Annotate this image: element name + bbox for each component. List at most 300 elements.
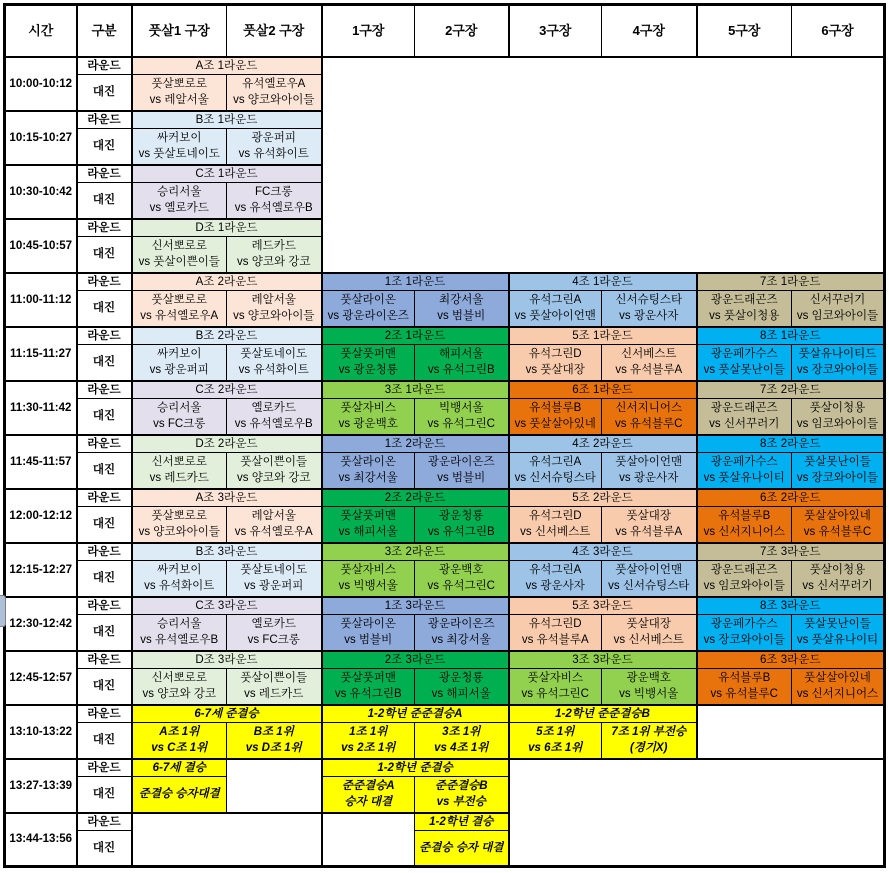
round-title: 1-2학년 결승: [415, 813, 509, 831]
match-line: vs 4조 1위: [434, 742, 489, 755]
match-cell: [132, 399, 227, 435]
round-row: [5, 489, 885, 507]
match-line: 광운청룡: [439, 672, 484, 685]
match-cell: [322, 453, 415, 489]
match-row: [5, 399, 885, 435]
match-line: vs 신서지니어스: [703, 526, 785, 539]
match-cell: [415, 399, 509, 435]
match-line: 레알서울: [251, 510, 296, 523]
round-title: B조 2라운드: [132, 327, 322, 345]
match-line: vs 유석옐로우A: [140, 310, 219, 323]
match-cell: [227, 507, 322, 543]
match-cell: [322, 399, 415, 435]
match-cell: [602, 561, 697, 597]
match-cell: [415, 291, 509, 327]
round-title: 5조 1라운드: [509, 327, 697, 345]
match-cell: [322, 723, 415, 759]
match-cell: [697, 561, 792, 597]
match-cell: [322, 777, 415, 813]
row-type-round-label: 라운드: [77, 597, 132, 615]
match-row: [5, 345, 885, 381]
match-cell: [415, 777, 509, 813]
row-type-match-label: 대진: [77, 237, 132, 273]
match-line: 광운드래곤즈: [710, 402, 778, 415]
match-cell: [697, 669, 792, 705]
row-type-round-label: 라운드: [77, 651, 132, 669]
match-line: 신서뽀로로: [151, 240, 208, 253]
round-row: [5, 597, 885, 615]
match-line: 광운페가수스: [710, 456, 778, 469]
match-cell: [132, 669, 227, 705]
match-cell: [227, 291, 322, 327]
match-cell: [132, 237, 227, 273]
match-line: 유석그린D: [528, 348, 582, 361]
match-line: vs 신서지니어스: [796, 688, 879, 701]
row-type-match-label: 대진: [77, 669, 132, 705]
match-cell: [602, 669, 697, 705]
match-line: vs 신서꾸러기: [709, 418, 780, 431]
match-cell: [602, 507, 697, 543]
match-line: vs 풋살이쁜이들: [138, 256, 220, 269]
round-title: B조 1라운드: [132, 111, 322, 129]
match-line: 준결승 승자대결: [138, 788, 220, 801]
match-cell: [227, 561, 322, 597]
match-line: 풋살뽀로로: [151, 294, 208, 307]
match-row: [5, 615, 885, 651]
match-line: vs 장코와아이들: [796, 364, 879, 377]
round-row: [5, 273, 885, 291]
match-line: vs 유석화이트: [238, 148, 309, 161]
match-line: 옐로카드: [251, 618, 296, 631]
time-cell: 11:15-11:27: [5, 327, 77, 381]
match-line: 신서지니어스: [615, 402, 683, 415]
match-cell: [132, 183, 227, 219]
round-title: 7조 1라운드: [697, 273, 885, 291]
match-line: 준준결승B: [434, 780, 488, 793]
match-line: vs 6조 1위: [528, 742, 583, 755]
header-cell: 시간: [5, 5, 77, 57]
round-title: 1-2학년 준준결승A: [322, 705, 509, 723]
match-cell: [132, 615, 227, 651]
match-row: [5, 507, 885, 543]
match-line: vs 유석화이트: [238, 364, 309, 377]
time-cell: 12:30-12:42: [5, 597, 77, 651]
match-cell: [227, 183, 322, 219]
match-cell: [509, 723, 602, 759]
time-cell: 12:00-12:12: [5, 489, 77, 543]
match-line: 광운라이온즈: [427, 618, 495, 631]
match-line: 광운백호: [626, 672, 671, 685]
match-line: vs 유석블루A: [615, 364, 683, 377]
match-line: vs 범블비: [437, 472, 486, 485]
row-type-round-label: 라운드: [77, 489, 132, 507]
match-line: 유석그린A: [529, 456, 582, 469]
match-line: vs 양코와아이들: [233, 94, 315, 107]
round-title: 1조 2라운드: [322, 435, 509, 453]
match-line: 풋살살아있네: [804, 672, 871, 685]
match-line: 풋살이청용: [809, 402, 866, 415]
schedule-body: [5, 57, 885, 867]
match-line: 승자 대결: [344, 796, 393, 809]
match-cell: [602, 399, 697, 435]
header-cell: 풋살1 구장: [132, 5, 227, 57]
match-cell: [792, 399, 885, 435]
empty-region: [697, 705, 885, 759]
match-line: 광운드래곤즈: [710, 294, 778, 307]
match-line: 신서뽀로로: [151, 672, 208, 685]
match-line: 풋살아이언맨: [615, 564, 683, 577]
match-line: (경기X): [629, 742, 668, 755]
header-cell: 6구장: [792, 5, 885, 57]
time-cell: 10:00-10:12: [5, 57, 77, 111]
round-title: C조 3라운드: [132, 597, 322, 615]
time-cell: 10:45-10:57: [5, 219, 77, 273]
header-cell: 1구장: [322, 5, 415, 57]
match-cell: [509, 291, 602, 327]
round-row: [5, 381, 885, 399]
match-line: vs 유석화이트: [144, 580, 215, 593]
match-line: 풋살이쁜이들: [240, 672, 308, 685]
match-line: vs 해피서울: [338, 526, 398, 539]
match-cell: [602, 453, 697, 489]
match-line: vs 광운라이온즈: [327, 310, 409, 323]
row-type-match-label: 대진: [77, 345, 132, 381]
row-type-round-label: 라운드: [77, 759, 132, 777]
match-row: [5, 291, 885, 327]
match-cell: [509, 669, 602, 705]
round-title: B조 3라운드: [132, 543, 322, 561]
left-edge-scroll-tab: [0, 595, 6, 627]
match-line: vs 광운퍼피: [149, 364, 209, 377]
round-title: 7조 3라운드: [697, 543, 885, 561]
match-line: 풋살자비스: [340, 564, 397, 577]
match-cell: [509, 615, 602, 651]
match-line: 풋살라이온: [340, 294, 397, 307]
row-type-match-label: 대진: [77, 507, 132, 543]
round-row: [5, 435, 885, 453]
match-cell: [415, 831, 509, 867]
match-cell: [415, 723, 509, 759]
match-line: 광운백호: [439, 564, 484, 577]
match-line: vs 유석그린C: [427, 580, 495, 593]
match-line: vs 신서꾸러기: [802, 580, 873, 593]
match-line: 유석옐로우A: [242, 78, 306, 91]
round-title: 1-2학년 준결승: [322, 759, 509, 777]
round-title: 6-7세 결승: [132, 759, 227, 777]
match-line: vs 레드카드: [244, 688, 304, 701]
match-line: 풋살살아있네: [804, 510, 871, 523]
match-line: vs FC크롱: [247, 634, 300, 647]
match-line: vs 해피서울: [431, 688, 491, 701]
match-cell: [227, 399, 322, 435]
match-line: 싸커보이: [157, 564, 202, 577]
match-line: vs 유석블루A: [521, 634, 589, 647]
match-line: 유석블루B: [718, 672, 771, 685]
match-row: [5, 561, 885, 597]
match-line: 광운퍼피: [251, 132, 296, 145]
round-title: 6조 2라운드: [697, 489, 885, 507]
round-row: [5, 57, 885, 75]
match-line: vs C조 1위: [151, 742, 208, 755]
time-cell: 13:27-13:39: [5, 759, 77, 813]
row-type-round-label: 라운드: [77, 273, 132, 291]
match-line: 풋살풋퍼맨: [340, 672, 397, 685]
match-line: 풋살대장: [626, 618, 671, 631]
header-cell: 구분: [77, 5, 132, 57]
round-title: 2조 3라운드: [322, 651, 509, 669]
match-line: 준결승 승자 대결: [419, 842, 504, 854]
match-line: vs 양코와 강코: [142, 688, 216, 701]
match-line: 광운드래곤즈: [710, 564, 778, 577]
match-line: vs 유석블루A: [615, 526, 683, 539]
empty-region: [322, 813, 415, 867]
match-line: vs 풋살대장: [525, 364, 585, 377]
header-cell: 2구장: [415, 5, 509, 57]
round-row: [5, 759, 885, 777]
round-title: 7조 2라운드: [697, 381, 885, 399]
round-row: [5, 327, 885, 345]
match-cell: [509, 345, 602, 381]
match-cell: [792, 561, 885, 597]
match-line: vs 양코와 강코: [237, 472, 311, 485]
match-cell: [227, 75, 322, 111]
round-row: [5, 705, 885, 723]
row-type-round-label: 라운드: [77, 435, 132, 453]
round-title: 8조 2라운드: [697, 435, 885, 453]
match-cell: [509, 399, 602, 435]
match-line: 풋살못난이들: [804, 618, 871, 631]
round-title: A조 1라운드: [132, 57, 322, 75]
match-line: 풋살뽀로로: [151, 78, 208, 91]
match-line: 풋살라이온: [340, 618, 397, 631]
match-line: vs 광운사자: [525, 580, 585, 593]
match-cell: [509, 507, 602, 543]
match-cell: [509, 561, 602, 597]
match-row: [5, 453, 885, 489]
match-line: 풋살이청용: [809, 564, 866, 577]
match-line: vs 최강서울: [338, 472, 398, 485]
match-line: vs 임코와아이들: [796, 310, 879, 323]
match-line: vs 부전승: [436, 796, 486, 809]
match-line: vs 유석옐로우B: [140, 634, 219, 647]
row-type-round-label: 라운드: [77, 219, 132, 237]
match-cell: [227, 345, 322, 381]
match-line: 준준결승A: [341, 780, 395, 793]
match-line: 유석그린A: [529, 564, 582, 577]
match-cell: [132, 507, 227, 543]
match-line: 싸커보이: [157, 348, 202, 361]
empty-region: [509, 759, 885, 867]
match-cell: [792, 453, 885, 489]
round-title: D조 1라운드: [132, 219, 322, 237]
match-line: vs 풋살유나이티: [796, 634, 879, 647]
round-title: A조 2라운드: [132, 273, 322, 291]
round-title: 8조 3라운드: [697, 597, 885, 615]
match-cell: [132, 75, 227, 111]
match-cell: [792, 291, 885, 327]
round-title: 2조 1라운드: [322, 327, 509, 345]
match-cell: [227, 453, 322, 489]
match-line: 풋살풋퍼맨: [340, 510, 397, 523]
match-cell: [602, 615, 697, 651]
round-title: 4조 3라운드: [509, 543, 697, 561]
match-cell: [415, 561, 509, 597]
header-cell: 3구장: [509, 5, 602, 57]
row-type-round-label: 라운드: [77, 327, 132, 345]
match-cell: [132, 453, 227, 489]
match-line: 레드카드: [251, 240, 296, 253]
match-line: 풋살풋퍼맨: [340, 348, 397, 361]
match-line: 신서슈팅스타: [615, 294, 683, 307]
match-line: vs 풋살아이언맨: [514, 310, 596, 323]
match-line: vs 유석블루C: [710, 688, 778, 701]
empty-region: [322, 57, 885, 273]
match-line: A조 1위: [159, 726, 200, 739]
row-type-match-label: 대진: [77, 291, 132, 327]
match-cell: [792, 507, 885, 543]
round-title: C조 2라운드: [132, 381, 322, 399]
match-line: vs 유석그린B: [427, 526, 495, 539]
round-title: 1조 3라운드: [322, 597, 509, 615]
match-line: vs 범블비: [437, 310, 486, 323]
match-cell: [322, 615, 415, 651]
time-cell: 12:15-12:27: [5, 543, 77, 597]
match-line: vs 범블비: [344, 634, 393, 647]
row-type-round-label: 라운드: [77, 111, 132, 129]
time-cell: 11:00-11:12: [5, 273, 77, 327]
match-line: vs 유석블루C: [803, 526, 872, 539]
round-title: D조 2라운드: [132, 435, 322, 453]
match-line: vs 광운백호: [338, 418, 398, 431]
match-line: 싸커보이: [157, 132, 202, 145]
match-cell: [602, 345, 697, 381]
match-line: 유석블루B: [529, 402, 582, 415]
row-type-match-label: 대진: [77, 723, 132, 759]
match-cell: [227, 129, 322, 165]
row-type-match-label: 대진: [77, 777, 132, 813]
match-cell: [602, 291, 697, 327]
match-cell: [415, 453, 509, 489]
match-line: 풋살못난이들: [804, 456, 871, 469]
row-type-match-label: 대진: [77, 129, 132, 165]
header-cell: 풋살2 구장: [227, 5, 322, 57]
time-cell: 11:45-11:57: [5, 435, 77, 489]
match-line: 광운페가수스: [710, 618, 778, 631]
match-line: 풋살토네이도: [240, 348, 308, 361]
match-line: vs 옐로카드: [149, 202, 209, 215]
row-type-round-label: 라운드: [77, 813, 132, 831]
match-cell: [132, 561, 227, 597]
round-title: C조 1라운드: [132, 165, 322, 183]
round-title: A조 3라운드: [132, 489, 322, 507]
match-line: vs 빅뱅서울: [619, 688, 679, 701]
match-line: 풋살아이언맨: [615, 456, 683, 469]
match-cell: [415, 507, 509, 543]
match-line: 광운라이온즈: [427, 456, 495, 469]
empty-region: [227, 759, 322, 813]
match-line: FC크롱: [254, 186, 293, 199]
match-line: 승리서울: [157, 618, 202, 631]
match-line: vs 신서베스트: [520, 526, 591, 539]
match-line: 레알서울: [251, 294, 296, 307]
match-cell: [227, 723, 322, 759]
match-line: 광운페가수스: [710, 348, 778, 361]
header-row: [5, 5, 885, 57]
round-title: 4조 1라운드: [509, 273, 697, 291]
row-type-match-label: 대진: [77, 183, 132, 219]
match-line: vs 레드카드: [149, 472, 209, 485]
row-type-round-label: 라운드: [77, 705, 132, 723]
round-title: 6-7세 준결승: [132, 705, 322, 723]
match-line: 풋살대장: [626, 510, 671, 523]
header-cell: 5구장: [697, 5, 792, 57]
match-cell: [697, 453, 792, 489]
match-line: 광운청룡: [439, 510, 484, 523]
match-cell: [792, 615, 885, 651]
match-line: 풋살라이온: [340, 456, 397, 469]
match-line: vs 최강서울: [431, 634, 491, 647]
match-line: 신서베스트: [620, 348, 677, 361]
match-line: 5조 1위: [536, 726, 575, 739]
match-line: 풋살자비스: [340, 402, 397, 415]
match-line: vs 임코와아이들: [796, 418, 879, 431]
match-line: vs 유석옐로우B: [234, 418, 313, 431]
match-cell: [322, 561, 415, 597]
row-type-match-label: 대진: [77, 453, 132, 489]
match-cell: [415, 669, 509, 705]
match-line: 승리서울: [157, 402, 202, 415]
match-line: 풋살자비스: [527, 672, 584, 685]
match-line: vs 신서슈팅스타: [514, 472, 596, 485]
match-cell: [132, 777, 227, 813]
match-line: vs 장코와아이들: [796, 472, 879, 485]
match-line: vs 유석그린B: [427, 364, 495, 377]
match-cell: [509, 453, 602, 489]
match-line: vs FC크롱: [153, 418, 206, 431]
round-title: D조 3라운드: [132, 651, 322, 669]
match-line: vs 유석그린C: [427, 418, 495, 431]
match-cell: [322, 669, 415, 705]
match-cell: [792, 345, 885, 381]
round-title: 3조 3라운드: [509, 651, 697, 669]
row-type-match-label: 대진: [77, 831, 132, 867]
round-title: 3조 1라운드: [322, 381, 509, 399]
round-title: 2조 2라운드: [322, 489, 509, 507]
match-line: vs 풋살살아있네: [514, 418, 596, 431]
match-line: vs 유석그린B: [334, 688, 402, 701]
match-line: vs 빅뱅서울: [338, 580, 398, 593]
match-line: 1조 1위: [349, 726, 388, 739]
match-cell: [697, 615, 792, 651]
match-row: [5, 669, 885, 705]
match-line: vs 양코와아이들: [233, 310, 315, 323]
round-title: 5조 3라운드: [509, 597, 697, 615]
round-title: 8조 1라운드: [697, 327, 885, 345]
match-line: vs 양코와 강코: [237, 256, 311, 269]
match-cell: [602, 723, 697, 759]
match-line: vs 2조 1위: [341, 742, 396, 755]
match-line: 유석그린A: [529, 294, 582, 307]
round-title: 1조 1라운드: [322, 273, 509, 291]
match-line: 유석그린D: [528, 510, 582, 523]
round-title: 5조 2라운드: [509, 489, 697, 507]
round-row: [5, 651, 885, 669]
row-type-round-label: 라운드: [77, 381, 132, 399]
match-line: 3조 1위: [442, 726, 481, 739]
match-line: B조 1위: [253, 726, 294, 739]
match-line: vs 양코와아이들: [138, 526, 220, 539]
match-line: vs 레알서울: [149, 94, 209, 107]
